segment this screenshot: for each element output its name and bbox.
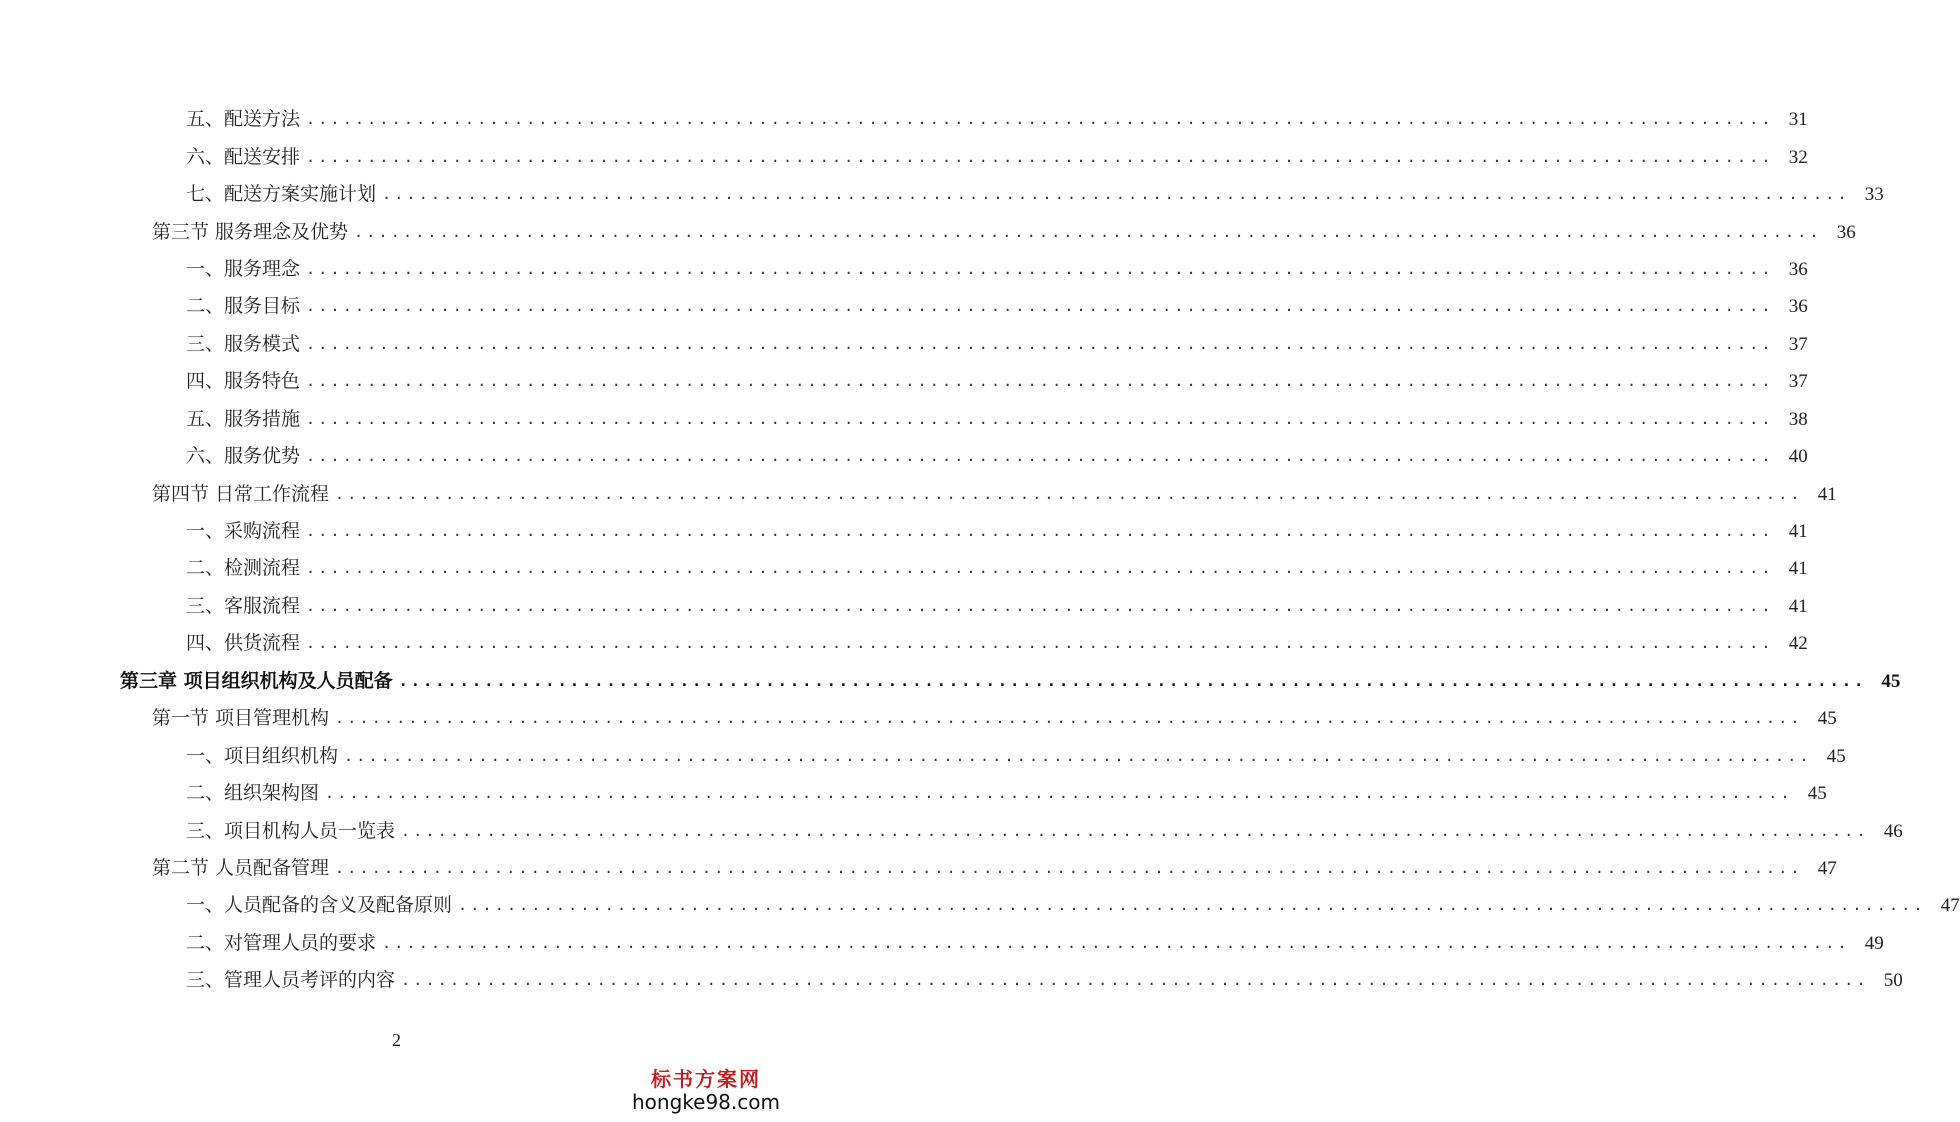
toc-entry-page: 47 [1940, 895, 1960, 917]
toc-entry-title: 三、管理人员考评的内容 [186, 969, 396, 992]
toc-entry-title: 第一节 项目管理机构 [152, 707, 330, 730]
toc-entry-page: 41 [1817, 483, 1837, 505]
toc-dot-leader: ........................................................................................................................ [306, 297, 1774, 316]
toc-entry-title: 三、项目机构人员一览表 [186, 819, 396, 842]
toc-entry [0, 176, 1884, 213]
toc-entry-title: 第三章 项目组织机构及人员配备 [120, 669, 393, 692]
toc-entry [0, 588, 1808, 625]
watermark-url: hongke98.com [632, 1090, 780, 1114]
toc-dot-leader: ........................................................................................................................ [335, 709, 1803, 728]
toc-entry [0, 625, 1808, 662]
toc-entry-title: 六、服务优势 [186, 445, 301, 468]
table-of-contents [0, 101, 1960, 1000]
toc-dot-leader: ........................................................................................................................ [335, 858, 1803, 877]
toc-dot-leader: ........................................................................................................................ [398, 671, 1867, 690]
toc-entry-page: 38 [1788, 408, 1808, 430]
toc-entry-page: 41 [1788, 595, 1808, 617]
toc-dot-leader: ........................................................................................................................ [325, 784, 1793, 803]
toc-entry-page: 41 [1788, 558, 1808, 580]
toc-dot-leader: ........................................................................................................................ [382, 933, 1850, 952]
toc-entry-title: 一、服务理念 [186, 257, 301, 280]
toc-entry [0, 475, 1837, 512]
toc-entry-page: 50 [1883, 970, 1903, 992]
toc-dot-leader: ........................................................................................................................ [335, 484, 1803, 503]
toc-entry [0, 663, 1901, 700]
toc-entry [0, 850, 1837, 887]
toc-entry-page: 37 [1788, 371, 1808, 393]
toc-entry-title: 五、服务措施 [186, 407, 301, 430]
toc-entry [0, 363, 1808, 400]
toc-entry [0, 138, 1808, 175]
toc-dot-leader: ........................................................................................................................ [306, 409, 1774, 428]
toc-entry-title: 二、检测流程 [186, 557, 301, 580]
toc-entry [0, 550, 1808, 587]
toc-entry [0, 962, 1903, 999]
toc-entry [0, 812, 1903, 849]
toc-dot-leader: ........................................................................................................................ [306, 447, 1774, 466]
toc-entry-page: 36 [1788, 296, 1808, 318]
toc-entry-title: 第三节 服务理念及优势 [152, 220, 349, 243]
toc-entry-title: 第四节 日常工作流程 [152, 482, 330, 505]
toc-entry-page: 40 [1788, 446, 1808, 468]
toc-entry [0, 925, 1884, 962]
toc-entry [0, 401, 1808, 438]
toc-entry [0, 513, 1808, 550]
toc-entry-title: 一、采购流程 [186, 520, 301, 543]
toc-dot-leader: ........................................................................................................................ [306, 147, 1774, 166]
toc-entry-title: 一、项目组织机构 [186, 744, 339, 767]
toc-entry-title: 四、服务特色 [186, 370, 301, 393]
toc-entry [0, 288, 1808, 325]
toc-entry [0, 251, 1808, 288]
toc-entry-title: 三、客服流程 [186, 594, 301, 617]
toc-entry-title: 二、服务目标 [186, 295, 301, 318]
toc-entry-title: 二、对管理人员的要求 [186, 931, 377, 954]
toc-entry-page: 49 [1864, 932, 1884, 954]
toc-dot-leader: ........................................................................................................................ [344, 746, 1812, 765]
toc-entry-page: 37 [1788, 333, 1808, 355]
toc-dot-leader: ........................................................................................................................ [458, 896, 1926, 915]
toc-entry [0, 101, 1808, 138]
toc-entry-page: 36 [1788, 258, 1808, 280]
toc-entry-title: 七、配送方案实施计划 [186, 183, 377, 206]
watermark-brand: 标书方案网 [651, 1067, 761, 1091]
toc-entry [0, 775, 1827, 812]
toc-entry-title: 二、组织架构图 [186, 782, 320, 805]
toc-dot-leader: ........................................................................................................................ [306, 596, 1774, 615]
toc-dot-leader: ........................................................................................................................ [401, 821, 1869, 840]
toc-entry-page: 47 [1817, 857, 1837, 879]
toc-entry-page: 36 [1836, 221, 1856, 243]
toc-entry-page: 45 [1826, 745, 1846, 767]
watermark-logo [631, 1068, 781, 1114]
toc-dot-leader: ........................................................................................................................ [401, 971, 1869, 990]
toc-entry [0, 737, 1846, 774]
toc-entry-title: 四、供货流程 [186, 632, 301, 655]
toc-entry-title: 一、人员配备的含义及配备原则 [186, 894, 453, 917]
toc-entry [0, 700, 1837, 737]
toc-dot-leader: ........................................................................................................................ [306, 522, 1774, 541]
toc-entry-page: 46 [1883, 820, 1903, 842]
toc-dot-leader: ........................................................................................................................ [306, 634, 1774, 653]
toc-dot-leader: ........................................................................................................................ [306, 110, 1774, 129]
toc-entry [0, 326, 1808, 363]
toc-entry [0, 438, 1808, 475]
toc-dot-leader: ........................................................................................................................ [306, 559, 1774, 578]
toc-dot-leader: ........................................................................................................................ [382, 185, 1850, 204]
toc-entry-title: 六、配送安排 [186, 145, 301, 168]
toc-dot-leader: ........................................................................................................................ [306, 334, 1774, 353]
toc-entry-page: 31 [1788, 109, 1808, 131]
toc-dot-leader: ........................................................................................................................ [306, 372, 1774, 391]
toc-entry-title: 第二节 人员配备管理 [152, 856, 330, 879]
toc-entry-page: 42 [1788, 633, 1808, 655]
toc-entry-page: 45 [1817, 708, 1837, 730]
toc-entry [0, 213, 1856, 250]
toc-dot-leader: ........................................................................................................................ [306, 259, 1774, 278]
toc-entry [0, 887, 1960, 924]
toc-entry-title: 五、配送方法 [186, 108, 301, 131]
toc-entry-page: 41 [1788, 521, 1808, 543]
toc-entry-page: 32 [1788, 146, 1808, 168]
page-number: 2 [392, 1030, 401, 1050]
toc-dot-leader: ........................................................................................................................ [354, 222, 1822, 241]
toc-entry-page: 45 [1881, 670, 1901, 692]
toc-entry-page: 45 [1807, 783, 1827, 805]
toc-entry-title: 三、服务模式 [186, 332, 301, 355]
toc-entry-page: 33 [1864, 184, 1884, 206]
